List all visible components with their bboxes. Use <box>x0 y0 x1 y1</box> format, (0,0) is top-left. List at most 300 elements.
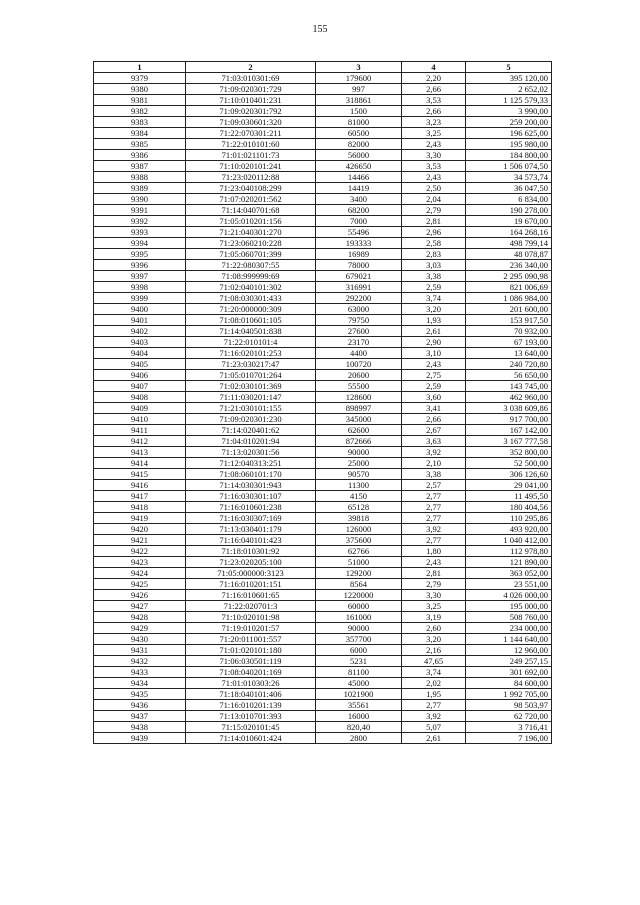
table-cell: 9397 <box>94 271 186 282</box>
table-cell: 201 600,00 <box>466 304 552 315</box>
table-row <box>94 172 552 183</box>
table-cell: 11300 <box>316 480 402 491</box>
table-cell: 9427 <box>94 601 186 612</box>
table-row <box>94 106 552 117</box>
table-cell: 375600 <box>316 535 402 546</box>
table-cell: 167 142,00 <box>466 425 552 436</box>
table-cell: 292200 <box>316 293 402 304</box>
table-row <box>94 403 552 414</box>
column-header: 1 <box>94 62 186 73</box>
table-cell: 2,90 <box>402 337 466 348</box>
table-cell: 71:14:010601:424 <box>186 733 316 744</box>
table-cell: 352 800,00 <box>466 447 552 458</box>
table-cell: 71:07:020201:562 <box>186 194 316 205</box>
table-cell: 71:19:010201:57 <box>186 623 316 634</box>
table-row <box>94 370 552 381</box>
table-cell: 1021900 <box>316 689 402 700</box>
table-cell: 195 980,00 <box>466 139 552 150</box>
table-cell: 71:09:020301:729 <box>186 84 316 95</box>
table-cell: 9423 <box>94 557 186 568</box>
table-cell: 345000 <box>316 414 402 425</box>
table-cell: 1,93 <box>402 315 466 326</box>
table-row <box>94 304 552 315</box>
table-cell: 62766 <box>316 546 402 557</box>
table-cell: 100720 <box>316 359 402 370</box>
table-cell: 3,74 <box>402 667 466 678</box>
table-row <box>94 601 552 612</box>
table-cell: 3,92 <box>402 524 466 535</box>
table-cell: 2,83 <box>402 249 466 260</box>
table-row <box>94 733 552 744</box>
table-row <box>94 711 552 722</box>
table-cell: 7000 <box>316 216 402 227</box>
table-cell: 39818 <box>316 513 402 524</box>
table-cell: 2,59 <box>402 282 466 293</box>
table-cell: 68200 <box>316 205 402 216</box>
table-cell: 2,50 <box>402 183 466 194</box>
table-cell: 71:13:030401:179 <box>186 524 316 535</box>
table-cell: 9433 <box>94 667 186 678</box>
table-row <box>94 249 552 260</box>
table-row <box>94 590 552 601</box>
table-cell: 71:06:030501:119 <box>186 656 316 667</box>
table-row <box>94 612 552 623</box>
table-cell: 71:09:020301:230 <box>186 414 316 425</box>
table-cell: 462 960,00 <box>466 392 552 403</box>
table-cell: 9401 <box>94 315 186 326</box>
table-cell: 71:02:030101:369 <box>186 381 316 392</box>
table-cell: 2,04 <box>402 194 466 205</box>
table-cell: 84 600,00 <box>466 678 552 689</box>
table-cell: 71:16:010201:151 <box>186 579 316 590</box>
table-cell: 71:05:010201:156 <box>186 216 316 227</box>
data-table <box>93 61 552 744</box>
table-cell: 3,92 <box>402 447 466 458</box>
table-cell: 9405 <box>94 359 186 370</box>
table-cell: 71:18:010301:92 <box>186 546 316 557</box>
table-cell: 71:08:040201:169 <box>186 667 316 678</box>
table-cell: 7 196,00 <box>466 733 552 744</box>
table-cell: 898997 <box>316 403 402 414</box>
table-cell: 9420 <box>94 524 186 535</box>
table-cell: 63000 <box>316 304 402 315</box>
table-cell: 71:14:020401:62 <box>186 425 316 436</box>
table-row <box>94 227 552 238</box>
table-cell: 234 000,00 <box>466 623 552 634</box>
table-cell: 9386 <box>94 150 186 161</box>
table-row <box>94 84 552 95</box>
table-cell: 9390 <box>94 194 186 205</box>
table-cell: 128600 <box>316 392 402 403</box>
column-header: 3 <box>316 62 402 73</box>
table-cell: 9387 <box>94 161 186 172</box>
table-cell: 9410 <box>94 414 186 425</box>
table-cell: 2,79 <box>402 579 466 590</box>
table-cell: 1 506 074,50 <box>466 161 552 172</box>
table-cell: 9415 <box>94 469 186 480</box>
table-cell: 2,43 <box>402 557 466 568</box>
table-cell: 1 992 705,00 <box>466 689 552 700</box>
table-cell: 2,43 <box>402 139 466 150</box>
table-cell: 153 917,50 <box>466 315 552 326</box>
table-cell: 9388 <box>94 172 186 183</box>
table-cell: 3,25 <box>402 128 466 139</box>
table-cell: 2,58 <box>402 238 466 249</box>
table-cell: 3,92 <box>402 711 466 722</box>
table-cell: 2,10 <box>402 458 466 469</box>
table-row <box>94 513 552 524</box>
table-cell: 9392 <box>94 216 186 227</box>
table-cell: 9379 <box>94 73 186 84</box>
table-cell: 2,81 <box>402 216 466 227</box>
table-cell: 71:20:011001:557 <box>186 634 316 645</box>
table-cell: 4150 <box>316 491 402 502</box>
table-row <box>94 260 552 271</box>
table-cell: 9382 <box>94 106 186 117</box>
table-cell: 45000 <box>316 678 402 689</box>
table-row <box>94 700 552 711</box>
table-cell: 78000 <box>316 260 402 271</box>
table-cell: 301 692,00 <box>466 667 552 678</box>
table-cell: 79750 <box>316 315 402 326</box>
table-row <box>94 216 552 227</box>
table-cell: 71:22:080307:55 <box>186 260 316 271</box>
table-cell: 9436 <box>94 700 186 711</box>
table-cell: 81000 <box>316 117 402 128</box>
table-cell: 240 720,80 <box>466 359 552 370</box>
table-cell: 29 041,00 <box>466 480 552 491</box>
table-cell: 9437 <box>94 711 186 722</box>
table-row <box>94 337 552 348</box>
table-cell: 9432 <box>94 656 186 667</box>
table-cell: 9412 <box>94 436 186 447</box>
table-cell: 1 125 579,33 <box>466 95 552 106</box>
table-cell: 71:20:000000:309 <box>186 304 316 315</box>
table-body <box>94 73 552 744</box>
table-cell: 47,65 <box>402 656 466 667</box>
table-cell: 1220000 <box>316 590 402 601</box>
table-cell: 3,38 <box>402 271 466 282</box>
table-cell: 1 144 640,00 <box>466 634 552 645</box>
table-row <box>94 161 552 172</box>
table-row <box>94 634 552 645</box>
table-cell: 2,77 <box>402 513 466 524</box>
table-cell: 3,23 <box>402 117 466 128</box>
table-row <box>94 359 552 370</box>
table-cell: 3400 <box>316 194 402 205</box>
table-row <box>94 623 552 634</box>
table-cell: 872666 <box>316 436 402 447</box>
table-cell: 71:22:020701:3 <box>186 601 316 612</box>
table-row <box>94 535 552 546</box>
table-cell: 23 551,00 <box>466 579 552 590</box>
table-cell: 679021 <box>316 271 402 282</box>
column-header: 4 <box>402 62 466 73</box>
table-cell: 9380 <box>94 84 186 95</box>
table-cell: 71:02:040101:302 <box>186 282 316 293</box>
table-cell: 821 006,69 <box>466 282 552 293</box>
table-cell: 3 990,00 <box>466 106 552 117</box>
table-row <box>94 282 552 293</box>
table-row <box>94 667 552 678</box>
table-cell: 14419 <box>316 183 402 194</box>
table-cell: 180 404,56 <box>466 502 552 513</box>
table-cell: 16000 <box>316 711 402 722</box>
table-cell: 9411 <box>94 425 186 436</box>
table-cell: 997 <box>316 84 402 95</box>
table-cell: 71:01:020101:180 <box>186 645 316 656</box>
table-cell: 9385 <box>94 139 186 150</box>
table-cell: 62600 <box>316 425 402 436</box>
table-cell: 71:16:030307:169 <box>186 513 316 524</box>
table-cell: 71:09:030601:320 <box>186 117 316 128</box>
table-cell: 71:16:010201:139 <box>186 700 316 711</box>
table-cell: 9400 <box>94 304 186 315</box>
table-cell: 195 000,00 <box>466 601 552 612</box>
table-cell: 71:21:040301:270 <box>186 227 316 238</box>
table-cell: 71:16:020101:253 <box>186 348 316 359</box>
table-cell: 65128 <box>316 502 402 513</box>
table-cell: 2,61 <box>402 733 466 744</box>
table-cell: 2,02 <box>402 678 466 689</box>
table-row <box>94 546 552 557</box>
table-cell: 71:01:021101:73 <box>186 150 316 161</box>
table-cell: 71:04:010201:94 <box>186 436 316 447</box>
table-cell: 90570 <box>316 469 402 480</box>
table-cell: 9402 <box>94 326 186 337</box>
table-row <box>94 722 552 733</box>
table-cell: 6 834,00 <box>466 194 552 205</box>
table-cell: 70 932,00 <box>466 326 552 337</box>
table-cell: 9406 <box>94 370 186 381</box>
table-row <box>94 95 552 106</box>
table-cell: 2,43 <box>402 359 466 370</box>
table-cell: 190 278,00 <box>466 205 552 216</box>
table-cell: 9428 <box>94 612 186 623</box>
table-cell: 71:08:060101:170 <box>186 469 316 480</box>
table-cell: 71:23:020112:88 <box>186 172 316 183</box>
table-cell: 9396 <box>94 260 186 271</box>
table-cell: 71:14:030301:943 <box>186 480 316 491</box>
table-cell: 51000 <box>316 557 402 568</box>
table-cell: 426650 <box>316 161 402 172</box>
table-cell: 2,16 <box>402 645 466 656</box>
table-cell: 2,60 <box>402 623 466 634</box>
table-cell: 5231 <box>316 656 402 667</box>
table-row <box>94 524 552 535</box>
table-row <box>94 678 552 689</box>
table-cell: 71:05:060701:399 <box>186 249 316 260</box>
table-cell: 71:05:000000:3123 <box>186 568 316 579</box>
table-cell: 71:14:040501:838 <box>186 326 316 337</box>
table-cell: 9435 <box>94 689 186 700</box>
table-cell: 71:05:010701:264 <box>186 370 316 381</box>
table-cell: 129200 <box>316 568 402 579</box>
table-cell: 9414 <box>94 458 186 469</box>
table-cell: 3,20 <box>402 304 466 315</box>
table-cell: 3,41 <box>402 403 466 414</box>
table-cell: 71:21:030101:155 <box>186 403 316 414</box>
table-cell: 2,77 <box>402 502 466 513</box>
table-cell: 3,53 <box>402 95 466 106</box>
table-cell: 143 745,00 <box>466 381 552 392</box>
table-cell: 71:11:030201:147 <box>186 392 316 403</box>
table-cell: 2,77 <box>402 535 466 546</box>
table-row <box>94 425 552 436</box>
table-cell: 1 086 984,00 <box>466 293 552 304</box>
table-cell: 121 890,00 <box>466 557 552 568</box>
table-cell: 62 720,00 <box>466 711 552 722</box>
table-cell: 56 650,00 <box>466 370 552 381</box>
table-cell: 2,43 <box>402 172 466 183</box>
table-cell: 60500 <box>316 128 402 139</box>
table-cell: 3 038 609,86 <box>466 403 552 414</box>
table-cell: 2,96 <box>402 227 466 238</box>
table-cell: 820,40 <box>316 722 402 733</box>
table-cell: 71:16:040101:423 <box>186 535 316 546</box>
table-cell: 35561 <box>316 700 402 711</box>
table-row <box>94 469 552 480</box>
table-cell: 9430 <box>94 634 186 645</box>
table-cell: 2,59 <box>402 381 466 392</box>
table-cell: 184 800,00 <box>466 150 552 161</box>
table-cell: 19 670,00 <box>466 216 552 227</box>
table-cell: 71:10:020101:241 <box>186 161 316 172</box>
table-row <box>94 139 552 150</box>
table-cell: 71:01:010303:26 <box>186 678 316 689</box>
table-row <box>94 392 552 403</box>
table-cell: 3,20 <box>402 634 466 645</box>
table-cell: 67 193,00 <box>466 337 552 348</box>
table-cell: 363 052,00 <box>466 568 552 579</box>
table-row <box>94 458 552 469</box>
table-cell: 9425 <box>94 579 186 590</box>
table-cell: 306 126,60 <box>466 469 552 480</box>
table-cell: 3 167 777,58 <box>466 436 552 447</box>
table-cell: 60000 <box>316 601 402 612</box>
table-cell: 14466 <box>316 172 402 183</box>
table-row <box>94 645 552 656</box>
table-cell: 9383 <box>94 117 186 128</box>
table-cell: 71:23:030217:47 <box>186 359 316 370</box>
table-cell: 55500 <box>316 381 402 392</box>
table-cell: 71:22:010101:60 <box>186 139 316 150</box>
table-cell: 9438 <box>94 722 186 733</box>
table-cell: 1 040 412,00 <box>466 535 552 546</box>
table-cell: 9399 <box>94 293 186 304</box>
table-row <box>94 480 552 491</box>
table-row <box>94 326 552 337</box>
table-row <box>94 381 552 392</box>
table-row <box>94 414 552 425</box>
table-cell: 71:10:010401:231 <box>186 95 316 106</box>
table-cell: 56000 <box>316 150 402 161</box>
table-cell: 52 500,00 <box>466 458 552 469</box>
table-cell: 71:16:030301:107 <box>186 491 316 502</box>
table-cell: 71:22:010101:4 <box>186 337 316 348</box>
table-cell: 3 716,41 <box>466 722 552 733</box>
table-cell: 9419 <box>94 513 186 524</box>
table-cell: 20600 <box>316 370 402 381</box>
table-cell: 2,75 <box>402 370 466 381</box>
table-cell: 71:14:040701:68 <box>186 205 316 216</box>
table-cell: 2,77 <box>402 700 466 711</box>
table-cell: 3,25 <box>402 601 466 612</box>
table-row <box>94 238 552 249</box>
table-cell: 71:08:030301:433 <box>186 293 316 304</box>
table-row <box>94 205 552 216</box>
table-cell: 11 495,50 <box>466 491 552 502</box>
table-cell: 5,07 <box>402 722 466 733</box>
table-cell: 71:23:060210:228 <box>186 238 316 249</box>
table-row <box>94 491 552 502</box>
table-cell: 12 960,00 <box>466 645 552 656</box>
table-cell: 9431 <box>94 645 186 656</box>
table-cell: 71:13:020301:56 <box>186 447 316 458</box>
table-cell: 34 573,74 <box>466 172 552 183</box>
table-cell: 1,95 <box>402 689 466 700</box>
table-cell: 71:09:020301:792 <box>186 106 316 117</box>
table-cell: 71:16:010601:65 <box>186 590 316 601</box>
table-cell: 71:15:020101:45 <box>186 722 316 733</box>
table-row <box>94 656 552 667</box>
table-cell: 2,77 <box>402 491 466 502</box>
table-row <box>94 117 552 128</box>
table-cell: 179600 <box>316 73 402 84</box>
table-cell: 71:23:020205:100 <box>186 557 316 568</box>
table-cell: 9408 <box>94 392 186 403</box>
table-cell: 3,03 <box>402 260 466 271</box>
table-cell: 357700 <box>316 634 402 645</box>
table-cell: 9407 <box>94 381 186 392</box>
table-cell: 3,30 <box>402 590 466 601</box>
table-row <box>94 436 552 447</box>
table-cell: 2 652,02 <box>466 84 552 95</box>
table-cell: 9429 <box>94 623 186 634</box>
table-cell: 9416 <box>94 480 186 491</box>
table-cell: 236 340,00 <box>466 260 552 271</box>
table-cell: 9398 <box>94 282 186 293</box>
table-cell: 2,66 <box>402 414 466 425</box>
table-cell: 8564 <box>316 579 402 590</box>
table-row <box>94 689 552 700</box>
table-cell: 112 978,80 <box>466 546 552 557</box>
column-header: 2 <box>186 62 316 73</box>
table-cell: 3,63 <box>402 436 466 447</box>
table-cell: 9434 <box>94 678 186 689</box>
table-cell: 9395 <box>94 249 186 260</box>
table-row <box>94 194 552 205</box>
table-cell: 9413 <box>94 447 186 458</box>
table-cell: 2,61 <box>402 326 466 337</box>
table-row <box>94 348 552 359</box>
table-cell: 4400 <box>316 348 402 359</box>
table-cell: 917 700,00 <box>466 414 552 425</box>
table-row <box>94 293 552 304</box>
table-cell: 110 295,86 <box>466 513 552 524</box>
table-cell: 3,38 <box>402 469 466 480</box>
table-cell: 9393 <box>94 227 186 238</box>
table-cell: 2800 <box>316 733 402 744</box>
table-row <box>94 579 552 590</box>
table-cell: 9389 <box>94 183 186 194</box>
table-cell: 13 640,00 <box>466 348 552 359</box>
table-cell: 71:18:040101:406 <box>186 689 316 700</box>
table-row <box>94 557 552 568</box>
table-cell: 9403 <box>94 337 186 348</box>
table-cell: 9417 <box>94 491 186 502</box>
table-cell: 9426 <box>94 590 186 601</box>
